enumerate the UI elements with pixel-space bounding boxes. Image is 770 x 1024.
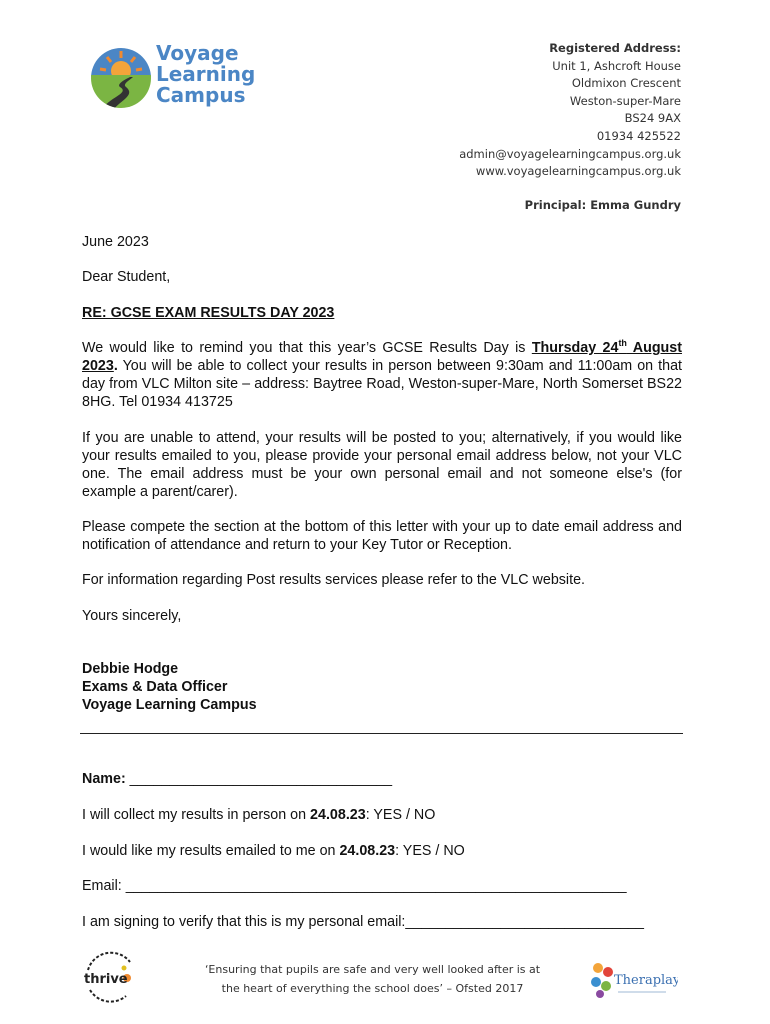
address-line: Weston-super-Mare [569,93,681,108]
address-line: BS24 9AX [624,111,681,126]
greeting: Dear Student, [82,269,171,285]
address-phone: 01934 425522 [596,128,681,143]
letter-subject: RE: GCSE EXAM RESULTS DAY 2023 [82,305,335,321]
registered-address [459,40,681,181]
signature-title: Exams & Data Officer [82,679,228,695]
paragraph-results-day: We would like to remind you that this year’s GCSE Results Day is Thursday 24th August 2023. You will be able to collect your results in person between 9:30am and 11:00am on that day from VLC Milton site – address: Baytree Road, Weston-super-Mare, North Somerset BS22 8HG. Tel 01934 413725 [82,338,683,410]
paragraph-return-form: Please compete the section at the bottom of this letter with your up to date email address and notification of attendance and return to your Key Tutor or Reception. [82,519,682,553]
letter-date: June 2023 [82,234,149,250]
collect-in-person-line[interactable]: I will collect my results in person on 24.08.23: YES / NO [82,807,436,823]
thrive-badge-icon [80,948,140,1008]
address-email: admin@voyagelearningcampus.org.uk [459,146,681,161]
signature-name: Debbie Hodge [82,661,179,677]
svg-text:Theraplay: Theraplay [614,973,678,988]
email-field[interactable]: Email: _______________________________________________________________ [82,878,627,894]
results-date: Thursday 24th August 2023 [82,338,683,374]
name-field[interactable]: Name: _________________________________ [82,771,393,787]
email-results-line[interactable]: I would like my results emailed to me on 24.08.23: YES / NO [82,843,465,859]
principal-name: Principal: Emma Gundry [524,198,681,212]
signature-org: Voyage Learning Campus [82,697,257,713]
tear-off-divider [80,733,683,734]
address-heading: Registered Address: [549,41,681,55]
closing: Yours sincerely, [82,608,182,624]
svg-text:thrive: thrive [84,972,128,987]
road-sun-icon [90,47,152,109]
paragraph-post-results: For information regarding Post results services please refer to the VLC website. [82,572,586,588]
theraplay-logo [588,958,678,1004]
address-line: Oldmixon Crescent [571,76,681,91]
address-line: Unit 1, Ashcroft House [552,58,681,73]
address-website: www.voyagelearningcampus.org.uk [475,164,681,179]
theraplay-hands-icon [588,958,678,1004]
thrive-logo [80,948,140,1008]
paragraph-email-option: If you are unable to attend, your results will be posted to you; alternatively, if you would like your results emailed to you, please provide your personal email address below, not your VLC one. The email address must be your own personal email and not someone else's (for example a parent/carer). [82,430,682,500]
voyage-logo [90,41,260,111]
ofsted-quote: ‘Ensuring that pupils are safe and very well looked after is at the heart of everything the school does’ – Ofsted 2017 [204,963,541,995]
signature-field[interactable]: I am signing to verify that this is my personal email:______________________________ [82,914,644,930]
logo-wordmark: Voyage Learning Campus [156,41,256,107]
